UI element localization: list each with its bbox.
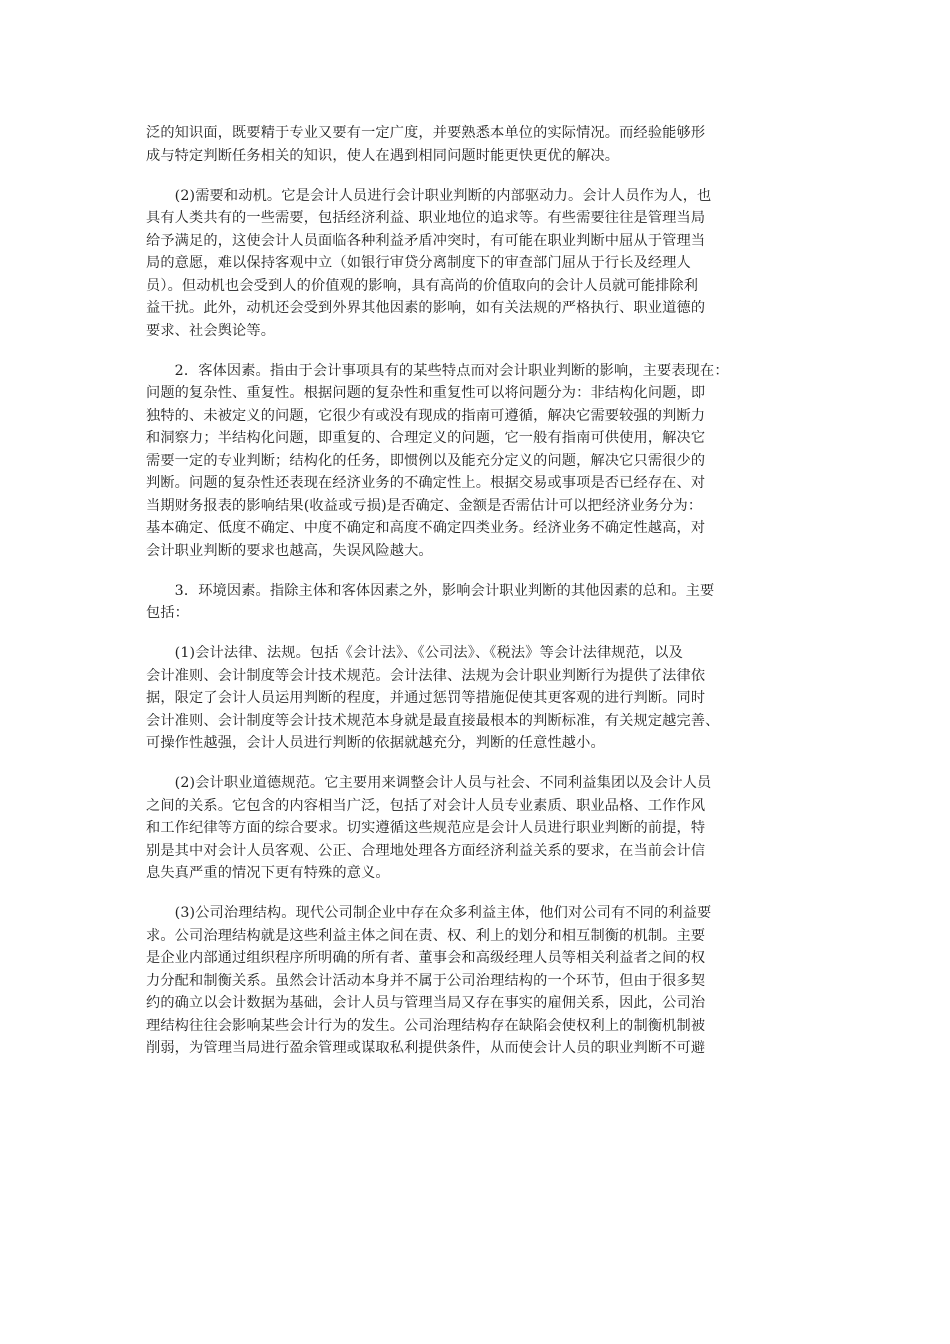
text-line: 判断。问题的复杂性还表现在经济业务的不确定性上。根据交易或事项是否已经存在、对 — [146, 475, 706, 491]
document-body — [146, 122, 826, 1060]
text-line: 息失真严重的情况下更有特殊的意义。 — [146, 865, 390, 881]
text-line: 当期财务报表的影响结果(收益或亏损)是否确定、金额是否需估计可以把经济业务分为： — [146, 497, 703, 514]
text-line: 和洞察力；半结构化问题，即重复的、合理定义的问题，它一般有指南可供使用，解决它 — [146, 430, 706, 446]
paragraph-environment-factors — [146, 580, 826, 625]
paragraph-gap — [146, 625, 826, 643]
text-line: 包括： — [146, 605, 190, 621]
text-line: 问题的复杂性、重复性。根据问题的复杂性和重复性可以将问题分为：非结构化问题，即 — [146, 385, 706, 401]
text-line: 据，限定了会计人员运用判断的程度，并通过惩罚等措施促使其更客观的进行判断。同时 — [146, 690, 706, 706]
text-line: 是企业内部通过组织程序所明确的所有者、董事会和高级经理人员等相关利益者之间的权 — [146, 950, 706, 966]
text-line: 具有人类共有的一些需要，包括经济利益、职业地位的追求等。有些需要往往是管理当局 — [146, 210, 706, 226]
text-line: 和工作纪律等方面的综合要求。切实遵循这些规范应是会计人员进行职业判断的前提，特 — [146, 820, 706, 836]
text-line: 员）。但动机也会受到人的价值观的影响，具有高尚的价值取向的会计人员就可能排除利 — [146, 277, 699, 294]
text-line: 约的确立以会计数据为基础，会计人员与管理当局又存在事实的雇佣关系，因此，公司治 — [146, 995, 706, 1011]
text-line: 独特的、未被定义的问题，它很少有或没有现成的指南可遵循，解决它需要较强的判断力 — [146, 407, 706, 424]
text-line: 力分配和制衡关系。虽然会计活动本身并不属于公司治理结构的一个环节，但由于很多契 — [146, 972, 706, 989]
paragraph-gap — [146, 885, 826, 903]
text-line: 泛的知识面，既要精于专业又要有一定广度，并要熟悉本单位的实际情况。而经验能够形 — [146, 125, 706, 141]
text-line: 局的意愿，难以保持客观中立（如银行审贷分离制度下的审查部门屈从于行长及经理人 — [146, 255, 691, 271]
text-line: 要求、社会舆论等。 — [146, 322, 276, 339]
paragraph-gap — [146, 167, 826, 185]
text-line: 会计准则、会计制度等会计技术规范。会计法律、法规为会计职业判断行为提供了法律依 — [146, 667, 706, 684]
text-line: (1)会计法律、法规。包括《会计法》、《公司法》、《税法》等会计法律规范，以及 — [146, 645, 683, 661]
paragraph-corporate-governance — [146, 902, 826, 1060]
text-line: (2)需要和动机。它是会计人员进行会计职业判断的内部驱动力。会计人员作为人，也 — [146, 187, 712, 204]
text-line: 之间的关系。它包含的内容相当广泛，包括了对会计人员专业素质、职业品格、工作作风 — [146, 797, 706, 814]
paragraph-needs-motivation — [146, 185, 826, 343]
paragraph-gap — [146, 755, 826, 773]
text-line: 2．客体因素。指由于会计事项具有的某些特点而对会计职业判断的影响，主要表现在： — [146, 362, 729, 379]
paragraph-knowledge-experience — [146, 122, 826, 167]
text-line: (3)公司治理结构。现代公司制企业中存在众多利益主体，他们对公司有不同的利益要 — [146, 905, 712, 921]
paragraph-laws-regulations — [146, 642, 826, 755]
text-line: 益干扰。此外，动机还会受到外界其他因素的影响，如有关法规的严格执行、职业道德的 — [146, 300, 706, 316]
text-line: 削弱，为管理当局进行盈余管理或谋取私利提供条件，从而使会计人员的职业判断不可避 — [146, 1040, 706, 1056]
text-line: 可操作性越强，会计人员进行判断的依据就越充分，判断的任意性越小。 — [146, 735, 605, 751]
paragraph-object-factors — [146, 360, 826, 563]
paragraph-gap — [146, 562, 826, 580]
paragraph-gap — [146, 342, 826, 360]
text-line: 需要一定的专业判断；结构化的任务，即惯例以及能充分定义的问题，解决它只需很少的 — [146, 452, 706, 469]
text-line: 成与特定判断任务相关的知识，使人在遇到相同问题时能更快更优的解决。 — [146, 147, 620, 164]
text-line: 3．环境因素。指除主体和客体因素之外，影响会计职业判断的其他因素的总和。主要 — [146, 582, 715, 599]
text-line: 求。公司治理结构就是这些利益主体之间在责、权、利上的划分和相互制衡的机制。主要 — [146, 927, 706, 944]
text-line: 会计准则、会计制度等会计技术规范本身就是最直接最根本的判断标准，有关规定越完善、 — [146, 712, 720, 729]
text-line: 会计职业判断的要求也越高，失误风险越大。 — [146, 542, 433, 559]
paragraph-professional-ethics — [146, 772, 826, 885]
text-line: (2)会计职业道德规范。它主要用来调整会计人员与社会、不同利益集团以及会计人员 — [146, 775, 712, 791]
text-line: 别是其中对会计人员客观、公正、合理地处理各方面经济利益关系的要求，在当前会计信 — [146, 842, 706, 859]
text-line: 基本确定、低度不确定、中度不确定和高度不确定四类业务。经济业务不确定性越高，对 — [146, 520, 706, 536]
text-line: 给予满足的，这使会计人员面临各种利益矛盾冲突时，有可能在职业判断中屈从于管理当 — [146, 232, 706, 249]
text-line: 理结构往往会影响某些会计行为的发生。公司治理结构存在缺陷会使权利上的制衡机制被 — [146, 1017, 706, 1034]
